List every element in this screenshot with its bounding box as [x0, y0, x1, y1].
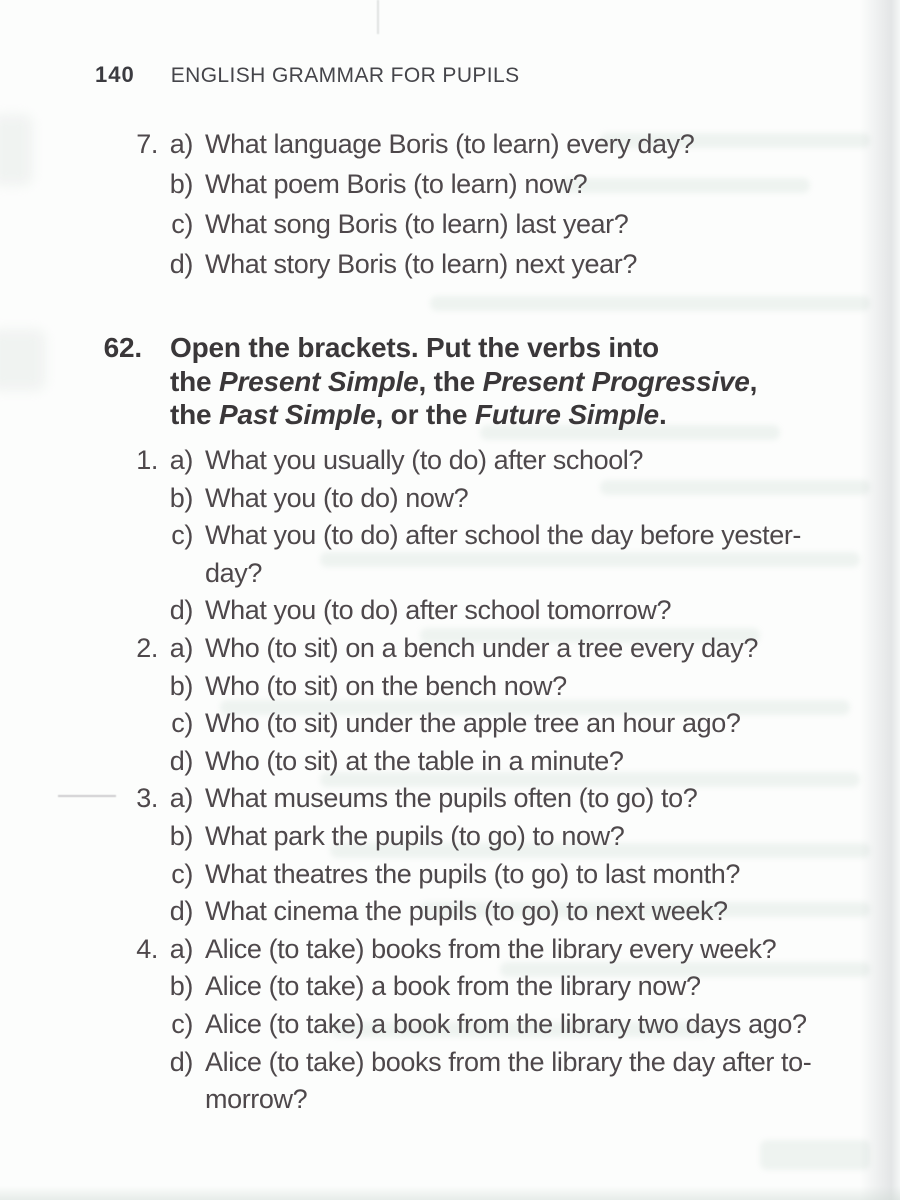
item-number: 4.	[136, 933, 158, 964]
question-text-line: What you (to do) now?	[205, 482, 469, 513]
question-text	[205, 668, 567, 706]
question-row	[112, 968, 811, 1006]
tense-name: Present Progressive	[482, 365, 750, 397]
pencil-mark	[58, 795, 116, 797]
question-letter: d)	[169, 896, 193, 927]
question-text-line: Who (to sit) on a bench under a tree every day?	[205, 632, 759, 663]
question-text-line: Alice (to take) books from the library every week?	[205, 933, 777, 964]
question-text-line: What museums the pupils often (to go) to?	[205, 783, 698, 814]
question-row	[112, 442, 811, 480]
question-text-line: What poem Boris (to learn) now?	[205, 169, 588, 199]
question-letter: c)	[171, 708, 193, 739]
question-letter: b)	[169, 670, 193, 701]
item-number: 1.	[136, 445, 158, 475]
question-text	[205, 931, 776, 969]
question-letter: b)	[169, 169, 193, 199]
heading-text: the	[170, 365, 219, 397]
question-row	[112, 705, 811, 743]
question-row	[112, 480, 811, 518]
question-text	[205, 244, 637, 284]
heading-text: , the	[418, 365, 483, 397]
question-row	[112, 668, 811, 706]
item-number: 2.	[136, 632, 158, 663]
question-letter: b)	[169, 820, 193, 851]
heading-text: .	[658, 399, 667, 430]
question-text	[205, 968, 701, 1006]
exercise-heading	[96, 331, 757, 432]
question-row	[112, 592, 811, 630]
page-edge-shadow-bottom	[0, 1186, 900, 1200]
question-text	[205, 204, 628, 244]
question-letter: d)	[169, 249, 193, 279]
question-letter: d)	[169, 745, 193, 776]
question-row	[112, 517, 811, 592]
exercise-number: 62.	[103, 332, 142, 363]
question-text	[205, 705, 740, 743]
heading-text: Open the brackets. Put the verbs into	[170, 332, 659, 363]
question-text	[205, 480, 468, 518]
question-text-line: day?	[205, 557, 262, 588]
question-text-line: What cinema the pupils (to go) to next week?	[205, 896, 728, 927]
question-row	[112, 780, 811, 818]
question-letter: b)	[169, 482, 193, 513]
question-text	[205, 893, 728, 931]
question-letter: c)	[171, 858, 193, 889]
question-letter: a)	[169, 632, 193, 663]
question-text-line: Alice (to take) a book from the library now?	[205, 971, 701, 1002]
question-row	[112, 164, 694, 204]
bleed-through-artifact	[430, 296, 870, 311]
question-text	[205, 164, 587, 204]
question-text	[205, 818, 624, 856]
question-text	[205, 1006, 807, 1044]
exercise-heading-text	[170, 331, 757, 432]
question-text	[205, 124, 694, 164]
item-number: 7.	[136, 129, 158, 159]
question-letter: c)	[171, 209, 193, 239]
question-text	[205, 442, 643, 480]
heading-text: ,	[749, 365, 758, 397]
page-edge-shadow-right	[860, 0, 900, 1200]
question-row	[112, 1006, 811, 1044]
question-row	[112, 743, 811, 781]
question-text	[205, 780, 697, 818]
question-text-line: What story Boris (to learn) next year?	[205, 249, 637, 279]
question-row	[112, 931, 811, 969]
heading-text: the	[170, 399, 219, 430]
tense-name: Present Simple	[218, 365, 419, 397]
bleed-through-artifact	[760, 1140, 870, 1170]
question-letter: a)	[169, 129, 193, 159]
question-text	[205, 592, 671, 630]
question-row	[112, 124, 694, 164]
question-text-line: What you usually (to do) after school?	[205, 445, 644, 475]
question-text	[205, 856, 740, 894]
question-text-line: What park the pupils (to go) to now?	[205, 820, 625, 851]
question-text-line: Who (to sit) at the table in a minute?	[205, 745, 624, 776]
question-text-line: morrow?	[205, 1084, 308, 1115]
question-text-line: Who (to sit) under the apple tree an hour ago?	[205, 708, 741, 739]
question-text-line: What theatres the pupils (to go) to last month?	[205, 858, 740, 889]
question-letter: b)	[169, 971, 193, 1002]
question-row	[112, 856, 811, 894]
question-text-line: What song Boris (to learn) last year?	[205, 209, 629, 239]
question-text-line: What you (to do) after school the day before yester-	[205, 520, 802, 551]
question-text-line: Who (to sit) on the bench now?	[205, 670, 567, 701]
tense-name: Future Simple	[474, 399, 659, 430]
question-text	[205, 630, 758, 668]
scan-smudge	[0, 330, 45, 390]
question-row	[112, 893, 811, 931]
question-row	[112, 244, 694, 284]
heading-text: , or the	[375, 399, 475, 430]
scan-crease	[377, 0, 379, 34]
question-text-line: What language Boris (to learn) every day?	[205, 129, 695, 159]
question-letter: c)	[171, 520, 193, 551]
book-title: ENGLISH GRAMMAR FOR PUPILS	[170, 64, 520, 87]
running-head	[95, 62, 520, 88]
scan-smudge	[0, 115, 32, 185]
question-text	[205, 517, 801, 592]
question-text	[205, 1044, 811, 1119]
question-letter: a)	[169, 933, 193, 964]
question-list-item-7	[112, 124, 694, 284]
heading-line	[170, 398, 757, 432]
item-number: 3.	[136, 783, 158, 814]
heading-line	[170, 365, 757, 399]
question-letter: a)	[169, 445, 193, 475]
heading-line	[170, 331, 757, 365]
question-row	[112, 818, 811, 856]
question-text	[205, 743, 624, 781]
question-letter: a)	[169, 783, 193, 814]
question-text-line: Alice (to take) a book from the library two days ago?	[205, 1008, 807, 1039]
question-text-line: Alice (to take) books from the library the day after to-	[205, 1046, 812, 1077]
page-number: 140	[95, 62, 135, 87]
question-row	[112, 630, 811, 668]
question-text-line: What you (to do) after school tomorrow?	[205, 595, 672, 626]
question-row	[112, 204, 694, 244]
question-list-exercise-62	[112, 442, 811, 1119]
question-row	[112, 1044, 811, 1119]
question-letter: d)	[169, 1046, 193, 1077]
tense-name: Past Simple	[218, 399, 376, 430]
question-letter: d)	[169, 595, 193, 626]
question-letter: c)	[171, 1008, 193, 1039]
